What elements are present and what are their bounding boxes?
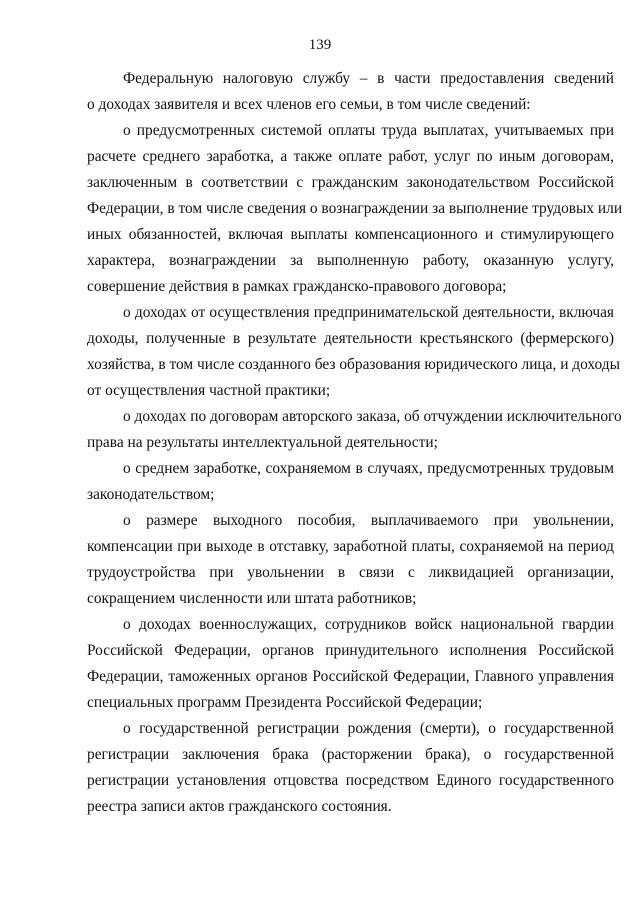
text-line: о доходах военнослужащих, сотрудников войск национальной гвардии [123,616,614,633]
text-line: Федерации, в том числе сведения о вознаграждении за выполнение трудовых или [87,200,623,217]
text-line: хозяйства, в том числе созданного без образования юридического лица, и доходы [87,356,620,373]
text-line: доходы, полученные в результате деятельности крестьянского (фермерского) [87,330,614,347]
text-line: Федерации, таможенных органов Российской Федерации, Главного управления [87,668,614,685]
text-line: о доходах заявителя и всех членов его семьи, в том числе сведений: [87,96,531,113]
text-line: заключенным в соответствии с гражданским законодательством Российской [87,174,614,191]
text-line: Федеральную налоговую службу – в части предоставления сведений [123,70,614,87]
text-line: регистрации заключения брака (расторжении брака), о государственной [87,746,614,763]
text-line: специальных программ Президента Российской Федерации; [87,694,483,711]
text-line: от осуществления частной практики; [87,382,331,399]
text-line: о государственной регистрации рождения (смерти), о государственной [123,720,614,737]
text-line: о среднем заработке, сохраняемом в случаях, предусмотренных трудовым [123,460,614,477]
document-body [87,66,623,820]
text-line: Российской Федерации, органов принудительного исполнения Российской [87,642,614,659]
text-line: о размере выходного пособия, выплачиваемого при увольнении, [123,512,614,529]
text-line: компенсации при выходе в отставку, заработной платы, сохраняемой на период [87,538,614,555]
text-line: о предусмотренных системой оплаты труда выплатах, учитываемых при [123,122,614,139]
text-line: о доходах от осуществления предпринимательской деятельности, включая [123,304,614,321]
text-line: трудоустройства при увольнении в связи с ликвидацией организации, [87,564,614,581]
text-line: регистрации установления отцовства посредством Единого государственного [87,772,614,789]
text-line: совершение действия в рамках гражданско-правового договора; [87,278,507,295]
text-line: законодательством; [87,486,215,503]
text-line: расчете среднего заработка, а также оплате работ, услуг по иным договорам, [87,148,614,165]
text-line: характера, вознаграждении за выполненную работу, оказанную услугу, [87,252,614,269]
text-line: права на результаты интеллектуальной деятельности; [87,434,438,451]
page-number: 139 [308,37,332,53]
text-line: о доходах по договорам авторского заказа, об отчуждении исключительного [123,408,622,425]
text-line: сокращением численности или штата работников; [87,590,417,607]
text-line: реестра записи актов гражданского состояния. [87,798,392,815]
text-line: иных обязанностей, включая выплаты компенсационного и стимулирующего [87,226,614,243]
